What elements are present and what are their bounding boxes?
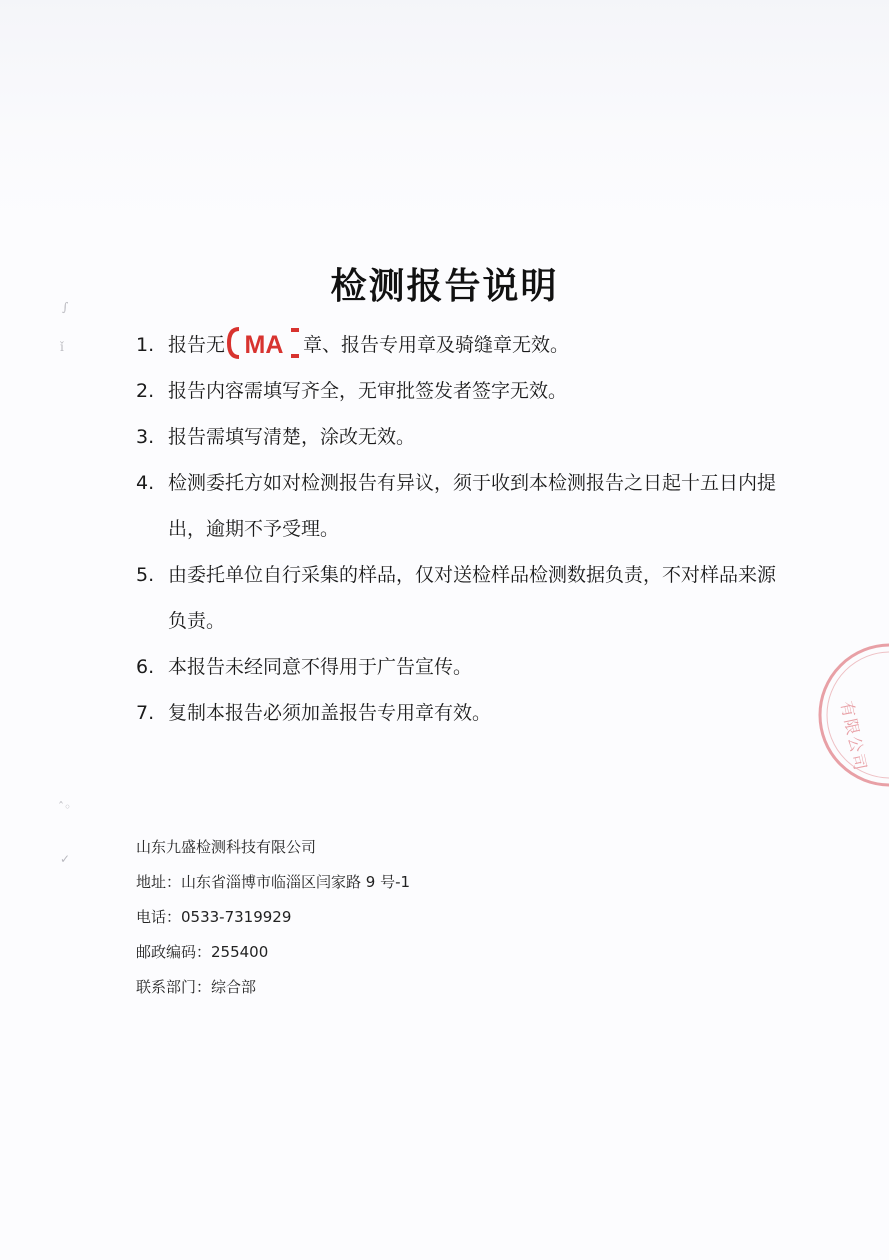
margin-mark: ǐ: [60, 340, 64, 354]
list-item: [136, 460, 776, 552]
svg-text:有限公司: 有限公司: [836, 699, 871, 774]
item-number: 7.: [136, 702, 155, 724]
page-title: 检测报告说明: [330, 266, 559, 307]
item-text: 报告需填写清楚，涂改无效。: [168, 426, 416, 448]
item-number: 2.: [136, 380, 155, 402]
company-seal-stamp: [790, 640, 889, 790]
item-text: 复制本报告必须加盖报告专用章有效。: [168, 702, 492, 724]
list-item: [136, 552, 776, 644]
item-text: 报告内容需填写齐全，无审批签发者签字无效。: [168, 380, 568, 402]
item-number: 1.: [136, 334, 155, 356]
item-text-after-logo: 章、报告专用章及骑缝章无效。: [303, 334, 570, 356]
company-address: 地址：山东省淄博市临淄区闫家路 9 号-1: [136, 873, 411, 891]
item-text-before-logo: 报告无: [168, 334, 226, 356]
item-number: 4.: [136, 472, 155, 494]
list-item: [136, 690, 776, 736]
item-text: 本报告未经同意不得用于广告宣传。: [168, 656, 473, 678]
company-contact-info: [136, 830, 636, 1005]
notes-list: [136, 322, 776, 736]
scan-background: [0, 0, 889, 240]
company-name: 山东九盛检测科技有限公司: [136, 838, 317, 856]
list-item: [136, 368, 776, 414]
margin-mark: ∫: [62, 300, 69, 314]
margin-mark: ✓: [60, 852, 71, 866]
cma-logo-text: MA: [244, 330, 284, 359]
item-text: 由委托单位自行采集的样品，仅对送检样品检测数据负责，不对样品来源负责。: [168, 564, 777, 632]
seal-icon: [790, 640, 889, 790]
item-number: 6.: [136, 656, 155, 678]
company-postcode: 邮政编码：255400: [136, 943, 269, 961]
list-item: [136, 644, 776, 690]
cma-logo-icon: [227, 326, 301, 360]
item-text: [168, 322, 776, 368]
margin-mark: ˆ◦: [58, 800, 72, 814]
list-item: [136, 414, 776, 460]
list-item: [136, 322, 776, 368]
item-number: 3.: [136, 426, 155, 448]
item-text: 检测委托方如对检测报告有异议，须于收到本检测报告之日起十五日内提出，逾期不予受理。: [168, 472, 777, 540]
item-number: 5.: [136, 564, 155, 586]
contact-department: 联系部门：综合部: [136, 978, 257, 996]
company-phone: 电话：0533-7319929: [136, 908, 292, 926]
